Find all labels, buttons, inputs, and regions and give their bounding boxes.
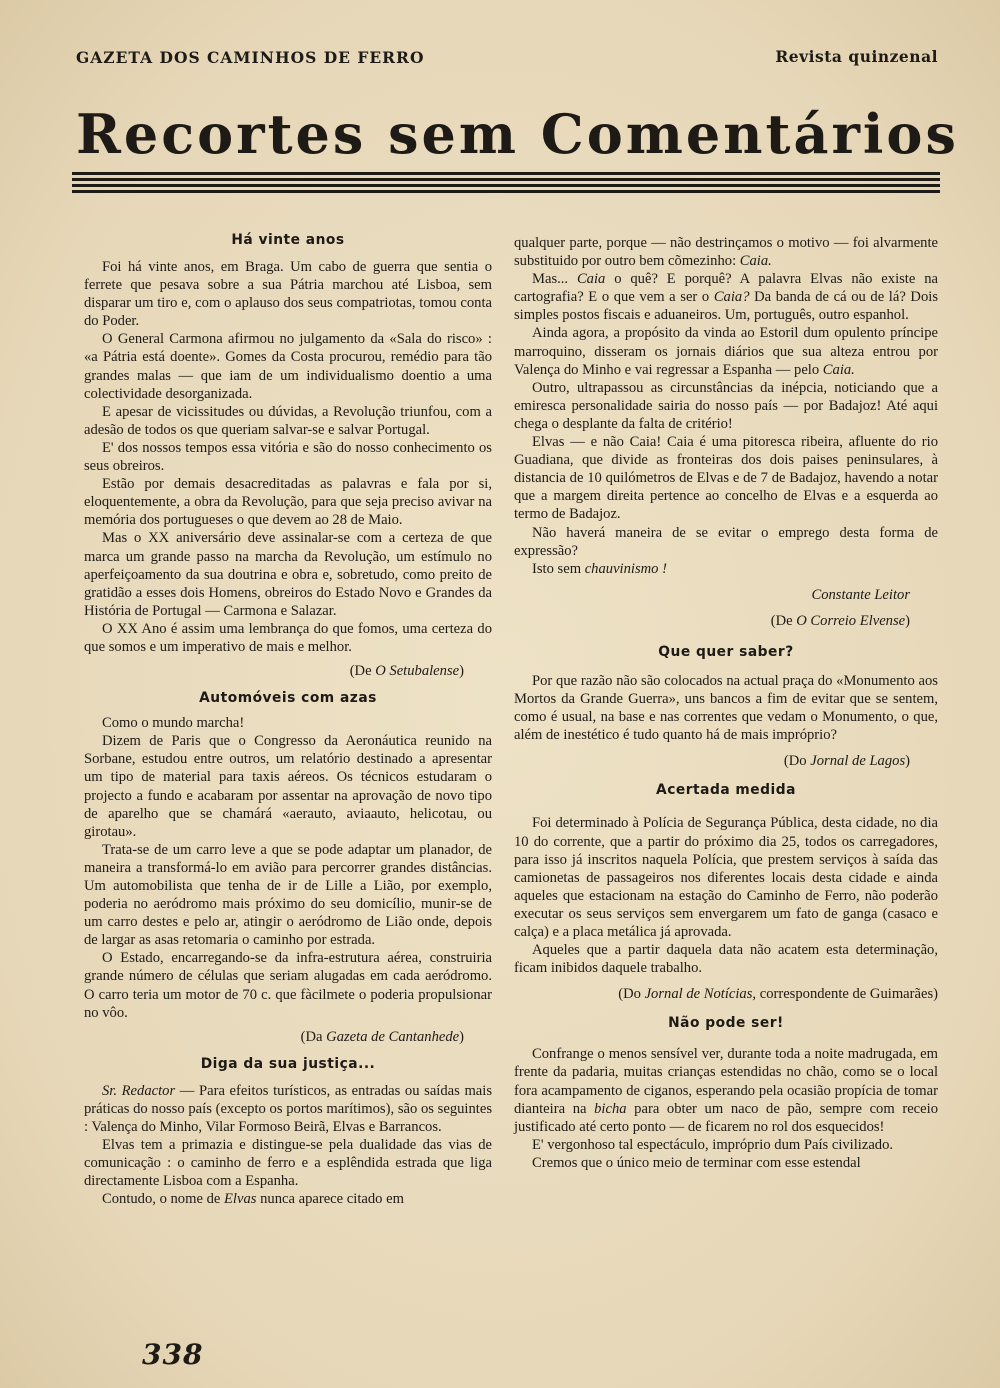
article-source: (De O Correio Elvense) bbox=[770, 612, 910, 629]
article-paragraph: Como o mundo marcha! bbox=[102, 715, 245, 732]
article-paragraph: Contudo, o nome de Elvas nunca aparece citado em bbox=[102, 1191, 404, 1208]
title-rules bbox=[72, 166, 940, 196]
article-heading: Há vinte anos bbox=[231, 232, 345, 248]
article-paragraph: O General Carmona afirmou no julgamento da «Sala do risco» : «a Pátria está doente». Gomes da Costa procurou, remédio para tão grandes malas — que iam de um individualismo doentio a uma colectividade desorganizada. bbox=[84, 331, 492, 402]
article-signature: Constante Leitor bbox=[811, 586, 910, 603]
article-heading: Acertada medida bbox=[656, 782, 796, 799]
article-paragraph: Outro, ultrapassou as circunstâncias da inépcia, noticiando que a emiresca personalidade sairia do nosso país — por Badajoz! Até aqui chega o desplante da falta de critério! bbox=[514, 379, 938, 432]
article-paragraph: Dizem de Paris que o Congresso da Aeronáutica reunido na Sorbane, estudou entre outros, um relatório destinado a apresentar um tipo de material para taxis aéreos. Os técnicos estudaram o projecto a fundo e acabaram por assentar na aprovação de novo tipo de aparelho que se chamárá «aerauto, aviaauto, helicotau, ou girotau». bbox=[84, 733, 492, 840]
publication-name: GAZETA DOS CAMINHOS DE FERRO bbox=[76, 48, 425, 67]
article-source: (Do Jornal de Lagos) bbox=[783, 753, 910, 770]
publication-frequency: Revista quinzenal bbox=[775, 47, 938, 66]
article-paragraph: Ainda agora, a propósito da vinda ao Estoril dum opulento príncipe marroquino, disseram os jornais diários que sua alteza entrou por Valença do Minho e vai regressar a Espanha — pelo Caia. bbox=[514, 325, 938, 378]
article-source: (Da Gazeta de Cantanhede) bbox=[300, 1028, 464, 1045]
article-paragraph: Não haverá maneira de se evitar o emprego desta forma de expressão? bbox=[514, 524, 938, 559]
article-paragraph: E' dos nossos tempos essa vitória e são do nosso conhecimento os seus obreiros. bbox=[84, 439, 492, 475]
article-paragraph: O XX Ano é assim uma lembrança do que fomos, uma certeza do que somos e um imperativo de mais e melhor. bbox=[84, 620, 492, 655]
article-heading: Não pode ser! bbox=[668, 1015, 784, 1032]
article-paragraph: Estão por demais desacreditadas as palavras e fala por si, eloquentemente, a obra da Revolução, para que seja preciso avivar na memória dos portugueses o que devem ao 28 de Maio. bbox=[84, 476, 492, 529]
page-title: Recortes sem Comentários bbox=[76, 102, 959, 166]
article-paragraph: Aqueles que a partir daquela data não acatem esta determinação, ficam inibidos daquele trabalho. bbox=[514, 942, 938, 977]
article-paragraph: Por que razão não são colocados na actual praça do «Monumento aos Mortos da Grande Guerra», uns bancos a fim de evitar que se sentem, como é usual, na base e nas correntes que vedam o Monumento, o que, além de inestético é tudo quanto há de mais impróprio? bbox=[514, 672, 938, 744]
right-column bbox=[514, 234, 938, 1172]
article-source: (De O Setubalense) bbox=[349, 663, 464, 680]
article-paragraph: Mas o XX aniversário deve assinalar-se com a certeza de que marca um grande passo na marcha da Revolução, um estímulo no aperfeiçoamento da sua doutrina e obra e, sobretudo, como preito de gratidão a esses dois Homens, obreiros do Estado Novo e Grandes da História de Portugal — Carmona e Salazar. bbox=[84, 530, 492, 619]
article-paragraph: Elvas tem a primazia e distingue-se pela dualidade das vias de comunicação : o caminho de ferro e a esplêndida estrada que liga directamente Lisboa com a Espanha. bbox=[84, 1137, 492, 1190]
left-column bbox=[84, 230, 492, 1209]
article-paragraph: O Estado, encarregando-se da infra-estrutura aérea, construiria grande número de células que seriam alugadas em cada aeródromo. O carro teria um motor de 70 c. que fàcilmete o poderia propulsionar no vôo. bbox=[84, 950, 492, 1021]
article-paragraph: Isto sem chauvinismo ! bbox=[532, 560, 667, 577]
article-paragraph: E apesar de vicissitudes ou dúvidas, a Revolução triunfou, com a adesão de todos os que queriam salvar-se e salvar Portugal. bbox=[84, 403, 492, 438]
article-paragraph: Sr. Redactor — Para efeitos turísticos, as entradas ou saídas mais práticas do nosso país (excepto os portos marítimos), são os seguintes : Valença do Minho, Vilar Formoso Beirã, Elvas e Barrancos. bbox=[84, 1082, 493, 1136]
article-heading: Que quer saber? bbox=[658, 643, 794, 660]
article-paragraph: Cremos que o único meio de terminar com esse estendal bbox=[532, 1154, 861, 1171]
article-source: (Do Jornal de Notícias, correspondente de Guimarães) bbox=[618, 986, 938, 1003]
article-paragraph: E' vergonhoso tal espectáculo, impróprio dum País civilizado. bbox=[532, 1136, 894, 1153]
article-paragraph: Mas... Caia o quê? E porquê? A palavra Elvas não existe na cartografia? E o que vem a ser o Caia? Da banda de cá ou de lá? Dois simples postos fiscais e aduaneiros. Um, português, outro espanhol. bbox=[514, 271, 938, 324]
page-number: 338 bbox=[142, 1338, 204, 1371]
article-paragraph: Elvas — e não Caia! Caia é uma pitoresca ribeira, afluente do rio Guadiana, que divide as fronteiras dos dois paises peninsulares, à distancia de 10 quilómetros de Elvas e de 7 de Badajoz, havendo a notar que a margem direita pertence ao concelho de Elvas e a esquerda ao termo de Badajoz. bbox=[514, 434, 938, 523]
article-paragraph: Confrange o menos sensível ver, durante toda a noite madrugada, em frente da padaria, muitas crianças estendidas no chão, como se o local fora acampamento de ciganos, esperando pela ocasião propícia de tomar dianteira na bicha para obter um naco de pão, sempre com receio justificado até certo ponto — de ficarem no rol dos esquecidos! bbox=[514, 1046, 938, 1135]
article-paragraph: Trata-se de um carro leve a que se pode adaptar um planador, de maneira a transformá-lo em avião para percorrer grandes distâncias. Um automobilista que tenha de ir de Lille a Lião, por exemplo, poderia no aeródromo mais próximo do seu domicílio, munir-se de um carro destes e pelo ar, atingir o aeródromo de Lião onde, depois de largar as asas retomaria o caminho por estrada. bbox=[84, 841, 492, 949]
article-paragraph: Foi há vinte anos, em Braga. Um cabo de guerra que sentia o ferrete que pesava sobre a sua Pátria marchou até Lisboa, sem disparar um tiro e, com o aplauso dos seus compatriotas, tomou conta do Poder. bbox=[84, 259, 492, 330]
article-paragraph: qualquer parte, porque — não destrinçamos o motivo — foi alvarmente substituido por outro bem cõmezinho: Caia. bbox=[514, 235, 938, 270]
article-heading: Automóveis com azas bbox=[199, 690, 377, 707]
article-heading: Diga da sua justiça... bbox=[200, 1055, 376, 1072]
article-paragraph: Foi determinado à Polícia de Segurança Pública, desta cidade, no dia 10 do corrente, que a partir do próximo dia 25, todos os carregadores, para isso já inscritos naquela Polícia, que prestem serviços à saída das camionetas de passageiros nos diferentes locais desta cidade e ainda aqueles que estacionam na estação do Caminho de Ferro, não poderão executar os seus serviços sem envergarem um fato de ganga (casaco e calça) e a placa metálica já aprovada. bbox=[514, 815, 938, 940]
